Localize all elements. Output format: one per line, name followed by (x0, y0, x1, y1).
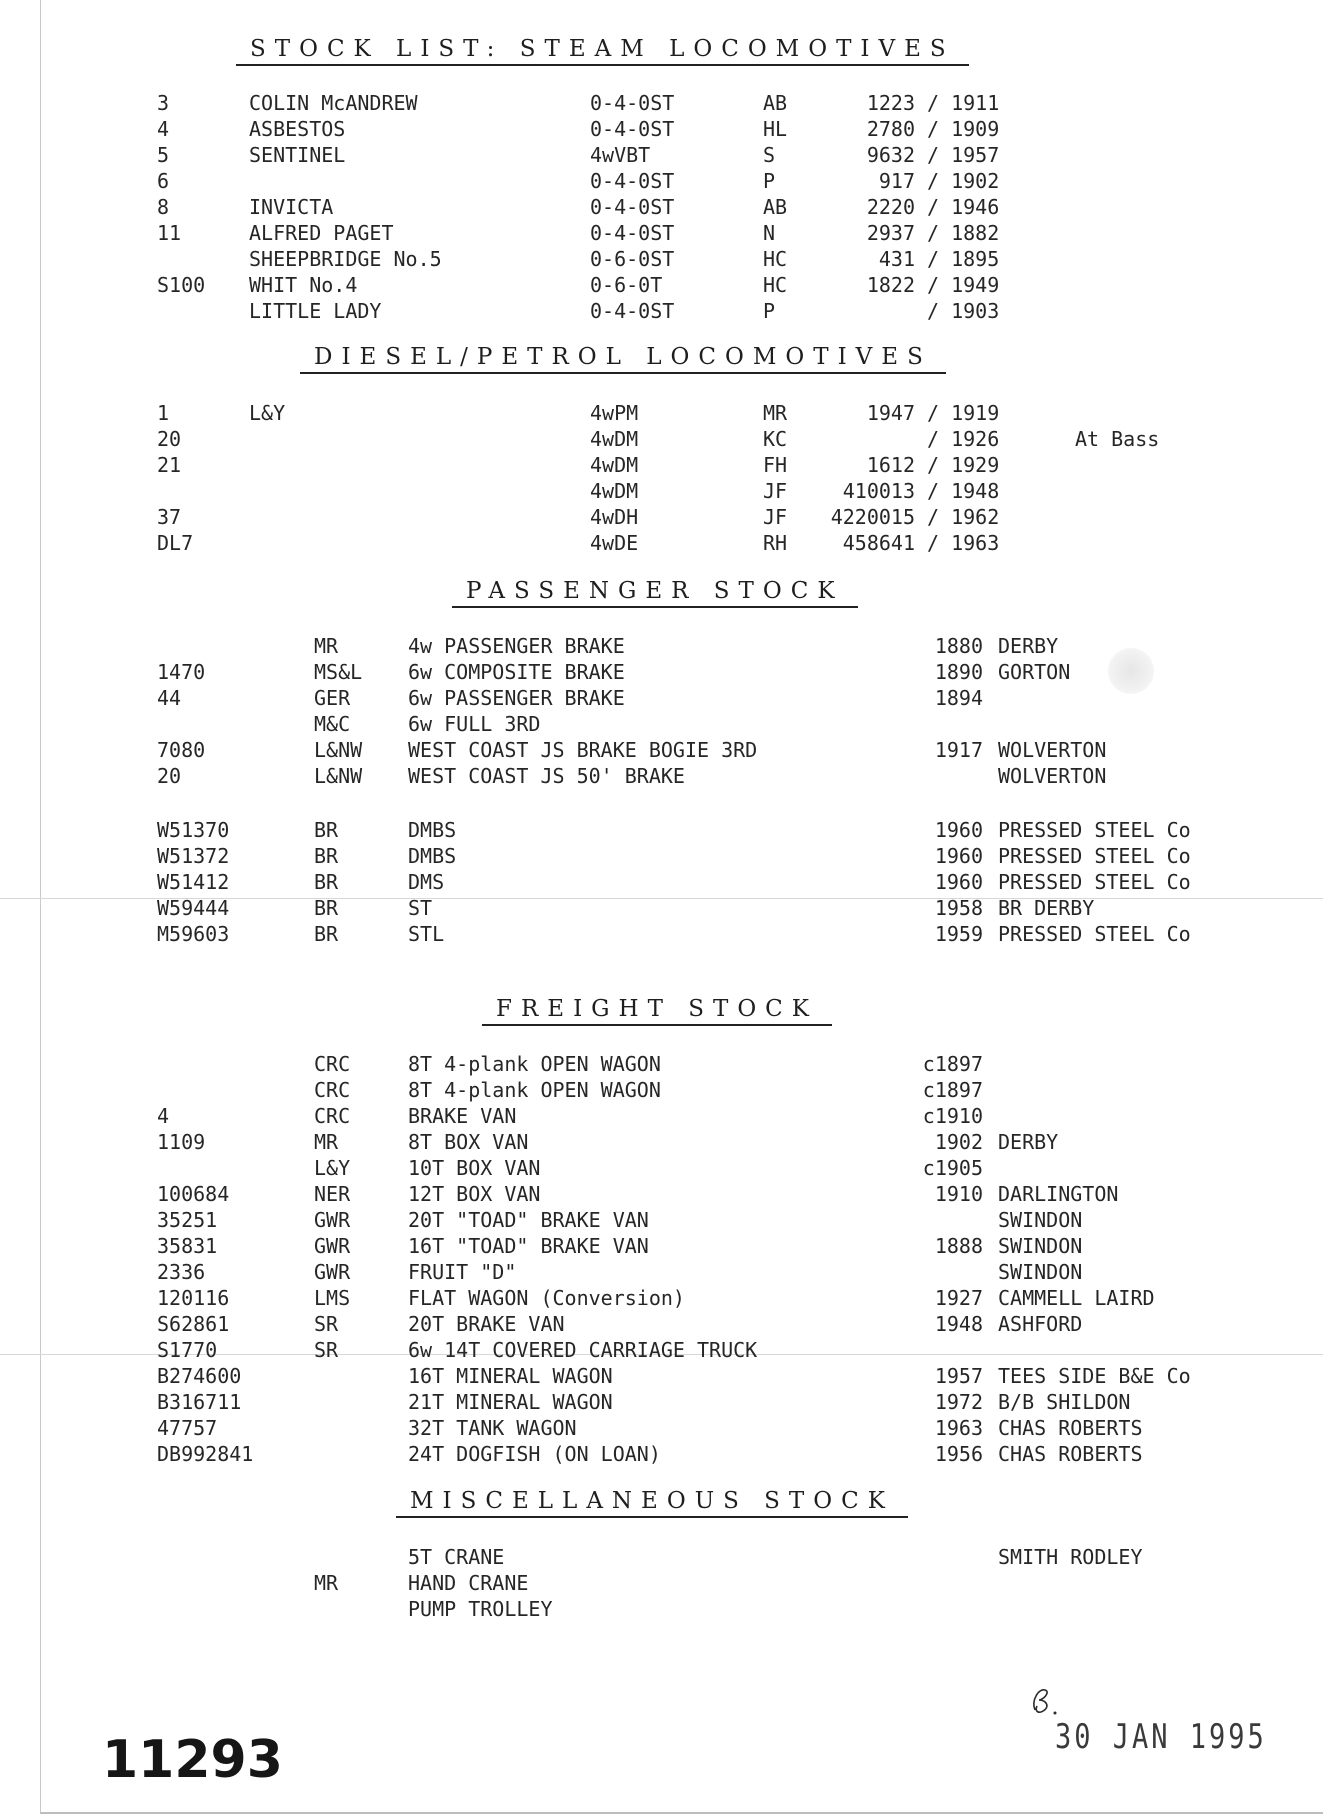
cell-works: 1947 (866, 401, 915, 425)
cell-num: W51412 (157, 870, 230, 894)
cell-co: LMS (314, 1286, 351, 1310)
cell-num: W59444 (157, 896, 230, 920)
cell-desc: HAND CRANE (408, 1571, 529, 1595)
table-row (0, 246, 1323, 272)
cell-co: SR (314, 1338, 339, 1362)
misc-heading: MISCELLANEOUS STOCK (396, 1488, 908, 1518)
cell-co: L&NW (314, 738, 363, 762)
cell-builder: FH (763, 453, 788, 477)
cell-year: 1890 (934, 660, 983, 684)
cell-year: 1960 (934, 870, 983, 894)
cell-year: / 1929 (927, 453, 1000, 477)
cell-co: BR (314, 844, 339, 868)
stock-number: 11293 (102, 1730, 283, 1790)
cell-co: SR (314, 1312, 339, 1336)
cell-co: L&Y (314, 1156, 351, 1180)
cell-type: 0-6-0ST (590, 247, 675, 271)
cell-desc: 32T TANK WAGON (408, 1416, 577, 1440)
table-row (0, 90, 1323, 116)
cell-name: SHEEPBRIDGE No.5 (249, 247, 442, 271)
cell-builder: TEES SIDE B&E Co (998, 1364, 1191, 1388)
cell-desc: 6w COMPOSITE BRAKE (408, 660, 625, 684)
cell-works: 431 (878, 247, 915, 271)
cell-builder: SWINDON (998, 1208, 1083, 1232)
cell-num: 21 (157, 453, 182, 477)
cell-num: 3 (157, 91, 170, 115)
table-row (0, 1441, 1323, 1467)
cell-year: c1910 (922, 1104, 983, 1128)
cell-year: / 1949 (927, 273, 1000, 297)
steam-heading: STOCK LIST: STEAM LOCOMOTIVES (236, 36, 969, 66)
cell-type: 4wVBT (590, 143, 651, 167)
cell-year: 1958 (934, 896, 983, 920)
table-row (0, 1129, 1323, 1155)
table-row (0, 921, 1323, 947)
cell-builder: RH (763, 531, 788, 555)
table-row (0, 400, 1323, 426)
cell-builder: N (763, 221, 776, 245)
cell-builder: AB (763, 91, 788, 115)
cell-co: BR (314, 896, 339, 920)
table-row (0, 116, 1323, 142)
cell-desc: ST (408, 896, 433, 920)
cell-builder: CAMMELL LAIRD (998, 1286, 1155, 1310)
cell-num: S1770 (157, 1338, 218, 1362)
cell-co: BR (314, 922, 339, 946)
cell-co: CRC (314, 1078, 351, 1102)
cell-desc: DMBS (408, 818, 457, 842)
cell-num: 100684 (157, 1182, 230, 1206)
table-row (0, 737, 1323, 763)
cell-name: INVICTA (249, 195, 334, 219)
cell-num: 4 (157, 117, 170, 141)
cell-desc: 6w PASSENGER BRAKE (408, 686, 625, 710)
cell-year: c1905 (922, 1156, 983, 1180)
cell-year: / 1948 (927, 479, 1000, 503)
cell-year: / 1895 (927, 247, 1000, 271)
table-row (0, 1311, 1323, 1337)
table-row (0, 530, 1323, 556)
cell-co: NER (314, 1182, 351, 1206)
cell-builder: PRESSED STEEL Co (998, 870, 1191, 894)
table-row (0, 711, 1323, 737)
cell-year: 1956 (934, 1442, 983, 1466)
cell-note: At Bass (1075, 427, 1160, 451)
cell-co: CRC (314, 1104, 351, 1128)
cell-builder: DARLINGTON (998, 1182, 1119, 1206)
table-row (0, 1259, 1323, 1285)
cell-year: 1948 (934, 1312, 983, 1336)
cell-desc: WEST COAST JS 50' BRAKE (408, 764, 685, 788)
cell-num: 1 (157, 401, 170, 425)
cell-desc: 8T BOX VAN (408, 1130, 529, 1154)
table-row (0, 843, 1323, 869)
cell-year: 1960 (934, 818, 983, 842)
cell-works: 1223 (866, 91, 915, 115)
cell-co: MS&L (314, 660, 363, 684)
table-row (0, 1570, 1323, 1596)
cell-name: ASBESTOS (249, 117, 346, 141)
cell-year: 1957 (934, 1364, 983, 1388)
freight-heading: FREIGHT STOCK (482, 996, 832, 1026)
cell-type: 4wPM (590, 401, 639, 425)
cell-year: / 1919 (927, 401, 1000, 425)
cell-desc: 16T "TOAD" BRAKE VAN (408, 1234, 649, 1258)
cell-builder: JF (763, 505, 788, 529)
table-row (0, 1103, 1323, 1129)
cell-co: BR (314, 818, 339, 842)
cell-type: 0-4-0ST (590, 299, 675, 323)
cell-desc: 21T MINERAL WAGON (408, 1390, 613, 1414)
cell-num: 1470 (157, 660, 206, 684)
cell-year: / 1882 (927, 221, 1000, 245)
cell-year: / 1909 (927, 117, 1000, 141)
cell-builder: MR (763, 401, 788, 425)
cell-num: 7080 (157, 738, 206, 762)
cell-co: MR (314, 1571, 339, 1595)
table-row (0, 142, 1323, 168)
cell-builder: WOLVERTON (998, 764, 1107, 788)
table-row (0, 1155, 1323, 1181)
passenger-heading: PASSENGER STOCK (452, 578, 858, 608)
cell-name: COLIN McANDREW (249, 91, 418, 115)
cell-co: GWR (314, 1260, 351, 1284)
table-row (0, 1207, 1323, 1233)
cell-works: 9632 (866, 143, 915, 167)
cell-builder: JF (763, 479, 788, 503)
cell-type: 4wDM (590, 453, 639, 477)
cell-desc: BRAKE VAN (408, 1104, 517, 1128)
cell-type: 0-4-0ST (590, 169, 675, 193)
cell-co: BR (314, 870, 339, 894)
cell-num: 2336 (157, 1260, 206, 1284)
cell-year: / 1911 (927, 91, 1000, 115)
cell-builder: S (763, 143, 776, 167)
table-row (0, 1337, 1323, 1363)
cell-num: 11 (157, 221, 182, 245)
cell-type: 4wDM (590, 479, 639, 503)
cell-type: 0-4-0ST (590, 195, 675, 219)
cell-desc: PUMP TROLLEY (408, 1597, 553, 1621)
table-row (0, 426, 1323, 452)
cell-num: DB992841 (157, 1442, 254, 1466)
table-row (0, 194, 1323, 220)
cell-co: M&C (314, 712, 351, 736)
cell-works: 2937 (866, 221, 915, 245)
table-row (0, 817, 1323, 843)
cell-num: M59603 (157, 922, 230, 946)
cell-desc: 12T BOX VAN (408, 1182, 541, 1206)
table-row (0, 1596, 1323, 1622)
cell-num: B316711 (157, 1390, 242, 1414)
cell-num: 4 (157, 1104, 170, 1128)
table-row (0, 633, 1323, 659)
table-row (0, 1544, 1323, 1570)
cell-year: / 1946 (927, 195, 1000, 219)
cell-year: 1927 (934, 1286, 983, 1310)
date-stamp: 30 JAN 1995 (1055, 1718, 1267, 1757)
table-row (0, 1285, 1323, 1311)
cell-builder: HC (763, 273, 788, 297)
table-row (0, 1389, 1323, 1415)
table-row (0, 1363, 1323, 1389)
cell-co: MR (314, 634, 339, 658)
cell-num: 5 (157, 143, 170, 167)
cell-num: 35251 (157, 1208, 218, 1232)
cell-desc: 6w FULL 3RD (408, 712, 541, 736)
cell-builder: P (763, 169, 776, 193)
cell-num: 8 (157, 195, 170, 219)
table-row (0, 1077, 1323, 1103)
table-row (0, 478, 1323, 504)
cell-num: 20 (157, 427, 182, 451)
cell-type: 4wDH (590, 505, 639, 529)
cell-year: 1917 (934, 738, 983, 762)
cell-desc: 8T 4-plank OPEN WAGON (408, 1078, 661, 1102)
cell-works: 917 (878, 169, 915, 193)
cell-desc: 4w PASSENGER BRAKE (408, 634, 625, 658)
cell-year: 1959 (934, 922, 983, 946)
cell-name: WHIT No.4 (249, 273, 358, 297)
cell-num: 120116 (157, 1286, 230, 1310)
cell-desc: FLAT WAGON (Conversion) (408, 1286, 685, 1310)
cell-year: / 1902 (927, 169, 1000, 193)
cell-desc: 20T BRAKE VAN (408, 1312, 565, 1336)
cell-co: CRC (314, 1052, 351, 1076)
cell-builder: GORTON (998, 660, 1071, 684)
cell-num: W51370 (157, 818, 230, 842)
cell-builder: SWINDON (998, 1234, 1083, 1258)
cell-builder: CHAS ROBERTS (998, 1416, 1143, 1440)
cell-num: W51372 (157, 844, 230, 868)
cell-year: / 1962 (927, 505, 1000, 529)
cell-year: / 1926 (927, 427, 1000, 451)
cell-works: 4220015 (830, 505, 915, 529)
cell-desc: 20T "TOAD" BRAKE VAN (408, 1208, 649, 1232)
cell-builder: AB (763, 195, 788, 219)
table-row (0, 504, 1323, 530)
cell-desc: 24T DOGFISH (ON LOAN) (408, 1442, 661, 1466)
cell-name: LITTLE LADY (249, 299, 382, 323)
table-row (0, 452, 1323, 478)
cell-num: 37 (157, 505, 182, 529)
cell-year: 1888 (934, 1234, 983, 1258)
table-row (0, 1233, 1323, 1259)
cell-desc: STL (408, 922, 445, 946)
cell-num: 47757 (157, 1416, 218, 1440)
cell-works: 410013 (842, 479, 915, 503)
cell-desc: WEST COAST JS BRAKE BOGIE 3RD (408, 738, 758, 762)
cell-type: 0-4-0ST (590, 221, 675, 245)
cell-year: / 1957 (927, 143, 1000, 167)
table-row (0, 685, 1323, 711)
cell-co: MR (314, 1130, 339, 1154)
cell-year: 1894 (934, 686, 983, 710)
cell-desc: 5T CRANE (408, 1545, 505, 1569)
cell-year: / 1963 (927, 531, 1000, 555)
cell-builder: WOLVERTON (998, 738, 1107, 762)
cell-name: ALFRED PAGET (249, 221, 394, 245)
cell-desc: DMS (408, 870, 445, 894)
cell-builder: PRESSED STEEL Co (998, 922, 1191, 946)
cell-works: 2220 (866, 195, 915, 219)
cell-builder: BR DERBY (998, 896, 1095, 920)
cell-desc: FRUIT "D" (408, 1260, 517, 1284)
cell-desc: 10T BOX VAN (408, 1156, 541, 1180)
cell-builder: PRESSED STEEL Co (998, 844, 1191, 868)
cell-builder: DERBY (998, 1130, 1059, 1154)
cell-type: 4wDE (590, 531, 639, 555)
cell-desc: 8T 4-plank OPEN WAGON (408, 1052, 661, 1076)
cell-builder: HC (763, 247, 788, 271)
cell-year: c1897 (922, 1078, 983, 1102)
cell-co: GWR (314, 1234, 351, 1258)
cell-builder: PRESSED STEEL Co (998, 818, 1191, 842)
cell-year: 1880 (934, 634, 983, 658)
cell-year: 1972 (934, 1390, 983, 1414)
cell-co: GER (314, 686, 351, 710)
cell-num: 6 (157, 169, 170, 193)
cell-type: 0-4-0ST (590, 117, 675, 141)
cell-year: 1960 (934, 844, 983, 868)
table-row (0, 895, 1323, 921)
cell-builder: ASHFORD (998, 1312, 1083, 1336)
cell-year: c1897 (922, 1052, 983, 1076)
cell-works: 2780 (866, 117, 915, 141)
cell-co: GWR (314, 1208, 351, 1232)
cell-name: L&Y (249, 401, 286, 425)
cell-builder: DERBY (998, 634, 1059, 658)
cell-desc: 16T MINERAL WAGON (408, 1364, 613, 1388)
cell-num: 35831 (157, 1234, 218, 1258)
cell-builder: SWINDON (998, 1260, 1083, 1284)
cell-name: SENTINEL (249, 143, 346, 167)
cell-type: 0-4-0ST (590, 91, 675, 115)
cell-num: S100 (157, 273, 206, 297)
cell-year: 1963 (934, 1416, 983, 1440)
table-row (0, 298, 1323, 324)
cell-co: L&NW (314, 764, 363, 788)
cell-year: 1902 (934, 1130, 983, 1154)
cell-num: 44 (157, 686, 182, 710)
table-row (0, 168, 1323, 194)
table-row (0, 272, 1323, 298)
table-row (0, 1051, 1323, 1077)
cell-builder: HL (763, 117, 788, 141)
cell-num: 1109 (157, 1130, 206, 1154)
table-row (0, 1415, 1323, 1441)
cell-year: / 1903 (927, 299, 1000, 323)
cell-type: 4wDM (590, 427, 639, 451)
table-row (0, 869, 1323, 895)
table-row (0, 1181, 1323, 1207)
cell-year: 1910 (934, 1182, 983, 1206)
table-row (0, 659, 1323, 685)
cell-works: 458641 (842, 531, 915, 555)
cell-builder: CHAS ROBERTS (998, 1442, 1143, 1466)
cell-builder: P (763, 299, 776, 323)
cell-desc: DMBS (408, 844, 457, 868)
cell-works: 1822 (866, 273, 915, 297)
cell-builder: SMITH RODLEY (998, 1545, 1143, 1569)
cell-builder: KC (763, 427, 788, 451)
cell-num: 20 (157, 764, 182, 788)
cell-desc: 6w 14T COVERED CARRIAGE TRUCK (408, 1338, 758, 1362)
cell-num: S62861 (157, 1312, 230, 1336)
cell-num: DL7 (157, 531, 194, 555)
cell-type: 0-6-0T (590, 273, 663, 297)
cell-num: B274600 (157, 1364, 242, 1388)
table-row (0, 220, 1323, 246)
diesel-heading: DIESEL/PETROL LOCOMOTIVES (300, 344, 946, 374)
cell-works: 1612 (866, 453, 915, 477)
table-row (0, 763, 1323, 789)
handwritten-initial-mark (1025, 1680, 1065, 1720)
cell-builder: B/B SHILDON (998, 1390, 1131, 1414)
